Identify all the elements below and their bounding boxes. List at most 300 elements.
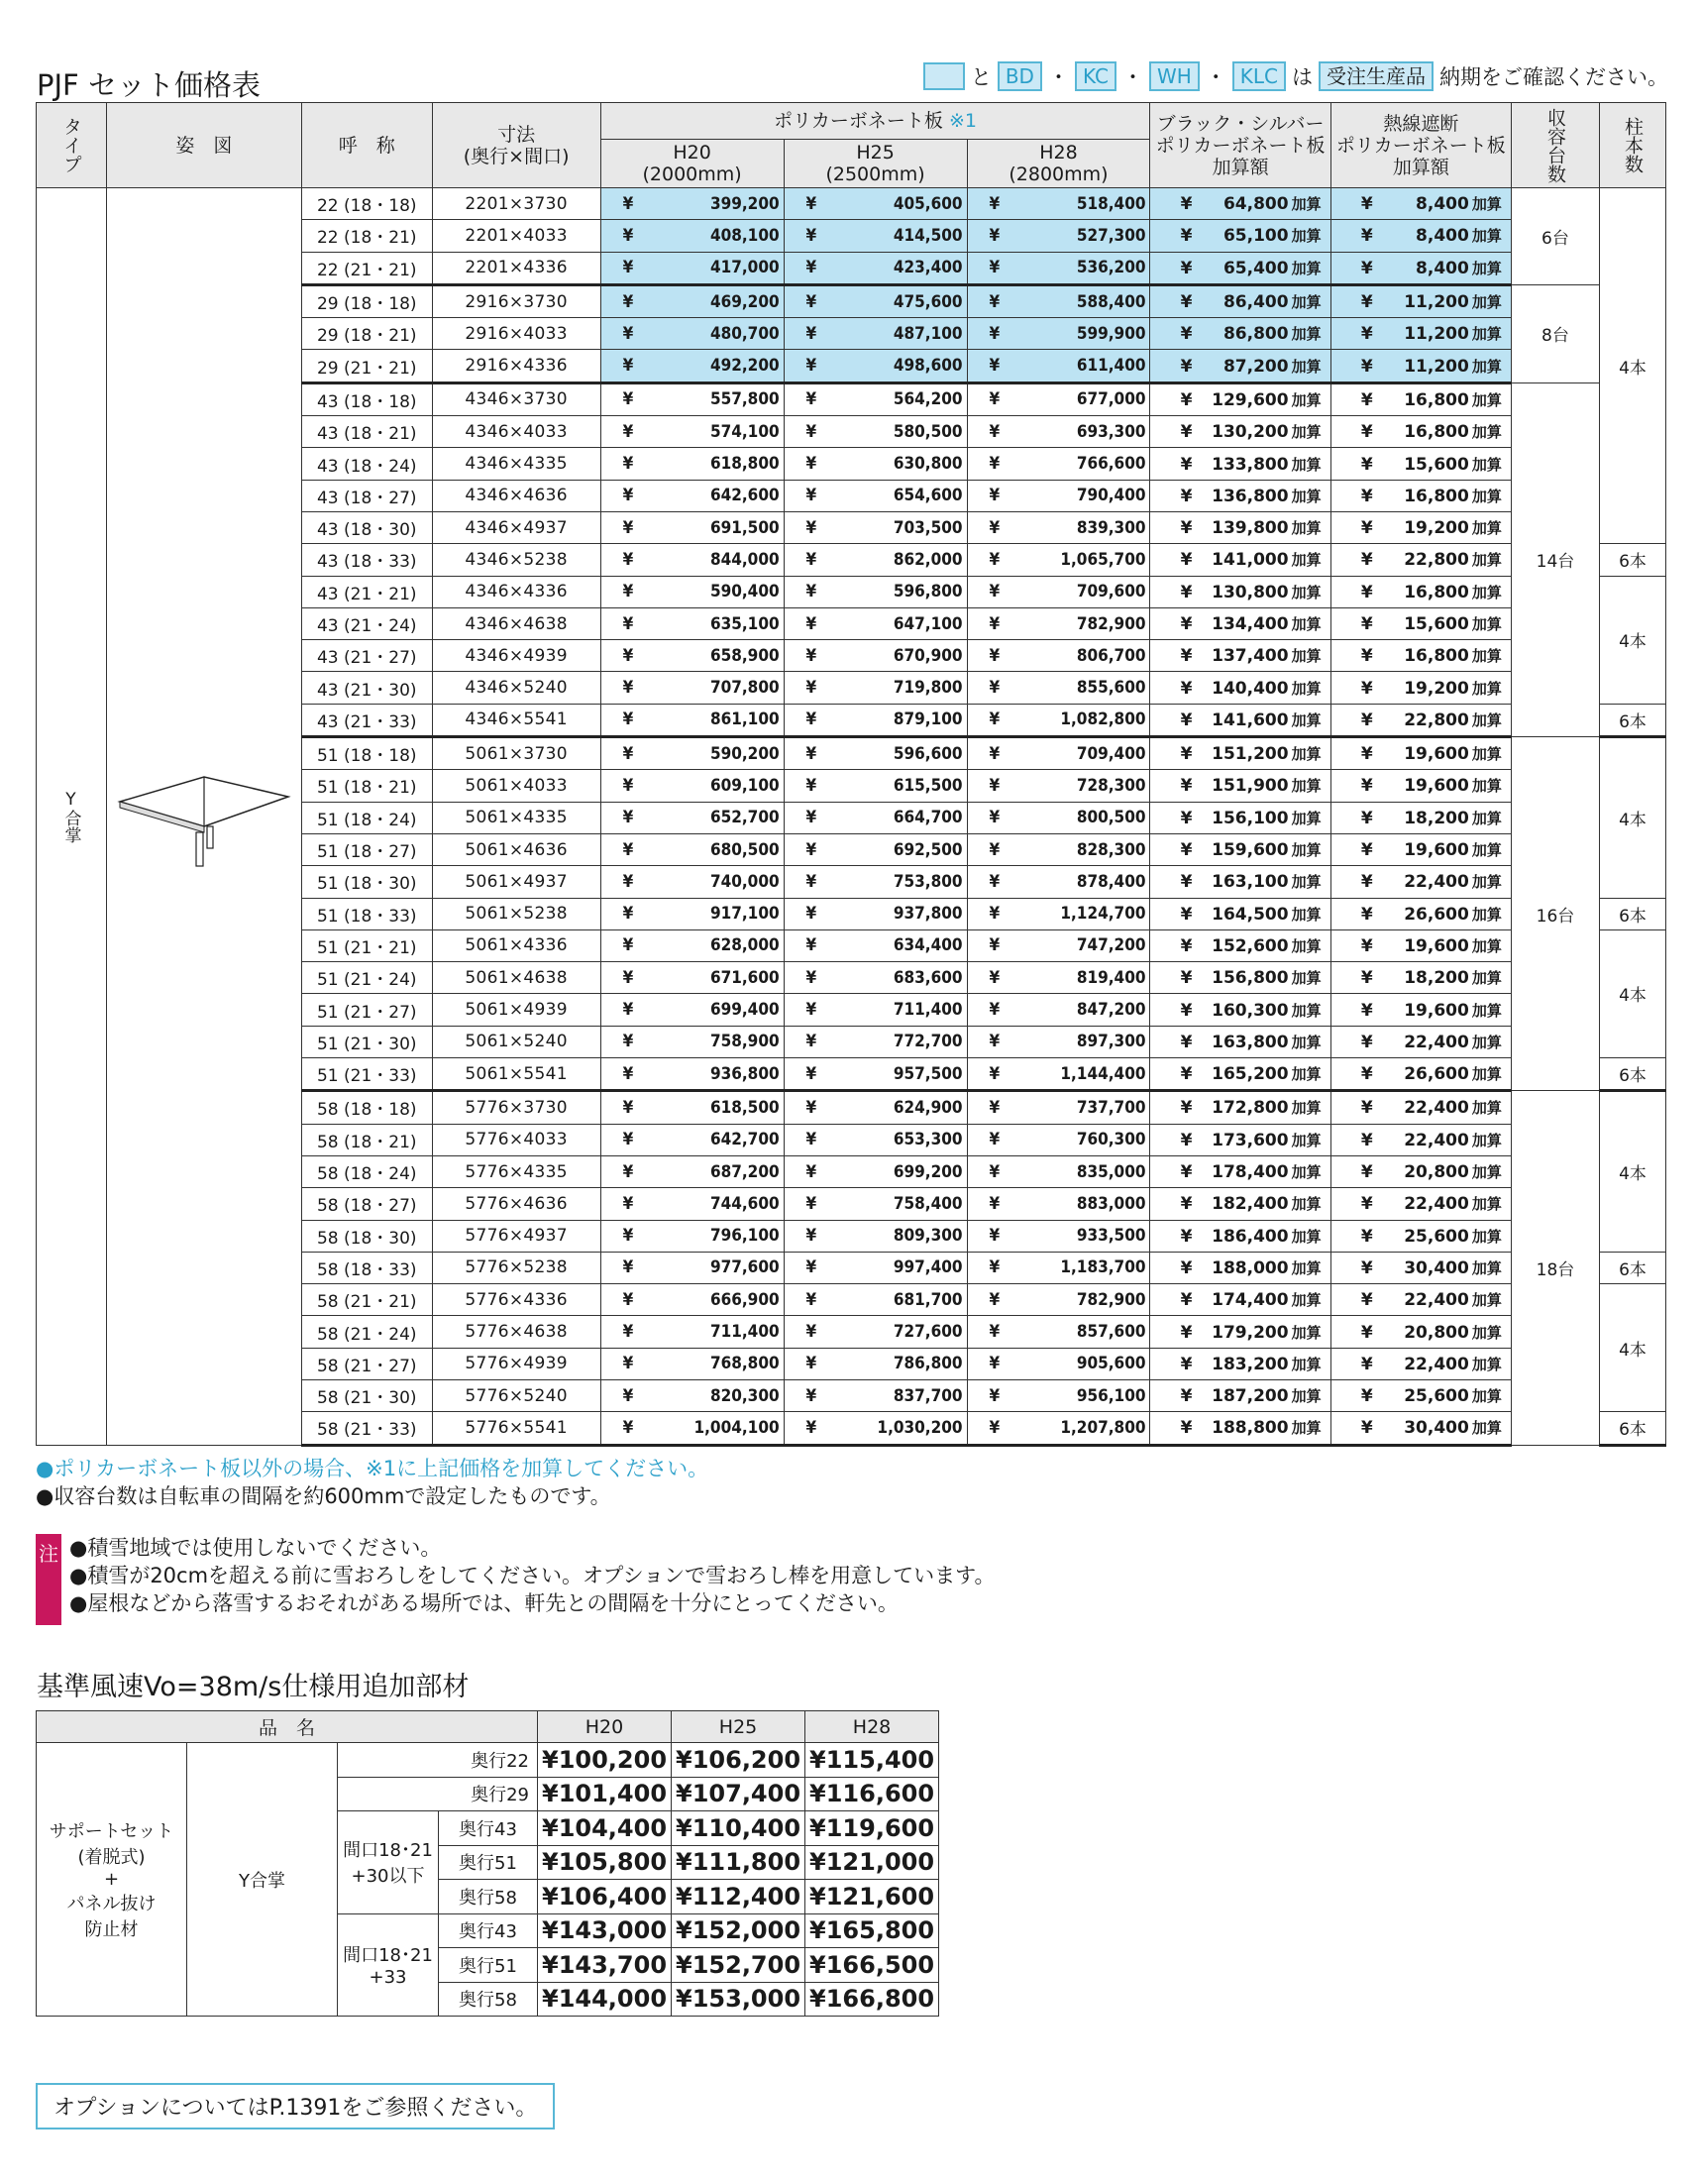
yen-mark: ¥ [1360,1418,1373,1439]
yen-mark: ¥ [805,808,817,828]
yen-mark: ¥ [676,1985,692,2014]
yen-mark: ¥ [622,808,634,828]
note-blue: ●ポリカーボネート板以外の場合、※1に上記価格を加算してください。 [36,1457,709,1480]
price-table [36,102,1666,1447]
price-cell [784,1379,967,1411]
price-value: 140,400 [1212,678,1289,699]
sub-item-cell: サポートセット (着脱式) + パネル抜け 防止材 [37,1743,187,2017]
yen-mark: ¥ [1360,356,1373,377]
yen-mark: ¥ [622,1417,634,1438]
sub-depth-cell: 奥行43 [439,1811,538,1846]
add-suffix: 加算 [1471,390,1502,409]
price-cell [784,962,967,994]
yen-mark: ¥ [805,1161,817,1182]
price-value: 1,124,700 [1060,904,1146,925]
price-cell [967,1412,1150,1445]
price-value: 937,800 [893,904,963,925]
price-value: 855,600 [1076,678,1146,699]
add-suffix: 加算 [1471,710,1502,729]
price-value: 758,400 [893,1193,963,1214]
price-cell [784,1026,967,1057]
addition-cell [1150,866,1330,898]
price-value: 152,600 [1212,935,1289,956]
yen-mark: ¥ [805,258,817,278]
name-cell: 51 (21・30) [301,1026,432,1057]
yen-mark: ¥ [1180,1064,1193,1085]
sub-price-cell [672,1982,805,2017]
pillar-cell: 6本 [1599,898,1665,929]
addition-cell [1150,802,1330,833]
name-cell: 29 (18・21) [301,318,432,350]
yen-mark: ¥ [809,1848,826,1877]
carport-figure [115,757,293,876]
price-cell [784,1155,967,1187]
add-suffix: 加算 [1291,1291,1322,1310]
price-value: 618,500 [709,1097,780,1118]
pillar-cell: 6本 [1599,1252,1665,1283]
price-value: 86,400 [1222,292,1289,313]
price-cell [784,1058,967,1091]
price-value: 740,000 [709,871,780,892]
sub-price-cell [672,1948,805,1983]
yen-mark: ¥ [1360,1226,1373,1247]
price-value: 20,800 [1404,1162,1469,1183]
addition-cell [1150,704,1330,736]
yen-mark: ¥ [805,871,817,892]
add-suffix: 加算 [1471,841,1502,860]
addition-cell [1150,607,1330,639]
addition-cell [1330,1316,1511,1348]
price-value: 677,000 [1076,389,1146,410]
add-suffix: 加算 [1291,1227,1322,1246]
sub-price-cell [538,1811,672,1846]
add-suffix: 加算 [1471,423,1502,442]
header-type: タイプ [37,103,107,188]
addition-cell [1150,544,1330,576]
price-value: 828,300 [1076,839,1146,860]
add-suffix: 加算 [1471,487,1502,505]
yen-mark: ¥ [1360,292,1373,313]
price-cell [784,1124,967,1155]
yen-mark: ¥ [622,678,634,699]
yen-mark: ¥ [1360,678,1373,699]
yen-mark: ¥ [676,1745,692,1774]
price-value: 11,200 [1404,324,1469,345]
yen-mark: ¥ [622,454,634,475]
caution-line: ●積雪が20cmを超える前に雪おろしをしてください。オプションで雪おろし棒を用意しています。 [69,1564,996,1587]
price-cell [967,994,1150,1026]
add-suffix: 加算 [1291,873,1322,892]
price-value: 897,300 [1076,1032,1146,1052]
price-cell [600,1124,784,1155]
yen-mark: ¥ [805,1063,817,1084]
price-value: 112,400 [691,1882,801,1911]
yen-mark: ¥ [622,225,634,246]
yen-mark: ¥ [1180,935,1193,956]
price-cell [784,866,967,898]
addition-cell [1150,640,1330,672]
addition-cell [1150,1026,1330,1057]
add-suffix: 加算 [1291,583,1322,601]
sub-price-cell [538,1845,672,1880]
addition-cell [1150,252,1330,284]
yen-mark: ¥ [805,743,817,764]
add-suffix: 加算 [1291,325,1322,344]
addition-cell [1330,994,1511,1026]
price-value: 22,400 [1404,1290,1469,1311]
yen-mark: ¥ [989,1000,1001,1021]
yen-mark: ¥ [805,193,817,214]
size-cell: 2201×3730 [432,188,600,220]
yen-mark: ¥ [989,582,1001,602]
yen-mark: ¥ [1360,486,1373,506]
price-value: 143,700 [558,1950,668,1979]
yen-mark: ¥ [1180,1130,1193,1150]
price-cell [784,416,967,448]
add-suffix: 加算 [1291,710,1322,729]
add-suffix: 加算 [1471,1291,1502,1310]
caution-line: ●積雪地域では使用しないでください。 [69,1536,442,1560]
price-value: 172,800 [1212,1098,1289,1119]
price-value: 115,400 [825,1745,935,1774]
add-suffix: 加算 [1471,1065,1502,1084]
addition-cell [1330,544,1511,576]
price-cell [600,672,784,704]
price-value: 18,200 [1404,968,1469,989]
price-value: 879,100 [893,710,963,730]
name-cell: 51 (21・21) [301,929,432,961]
price-cell [600,416,784,448]
price-cell [784,382,967,415]
price-value: 137,400 [1212,646,1289,667]
size-cell: 5061×5541 [432,1058,600,1091]
price-value: 86,800 [1222,324,1289,345]
price-cell [600,544,784,576]
size-cell: 4346×4033 [432,416,600,448]
price-cell [600,448,784,480]
price-value: 596,600 [893,743,963,764]
size-cell: 2916×4033 [432,318,600,350]
name-cell: 22 (21・21) [301,252,432,284]
header-pillars: 柱本数 [1599,103,1665,188]
price-value: 163,100 [1212,872,1289,893]
price-value: 699,200 [893,1161,963,1182]
yen-mark: ¥ [805,454,817,475]
yen-mark: ¥ [805,1322,817,1343]
yen-mark: ¥ [805,582,817,602]
price-value: 106,400 [558,1882,668,1911]
pillar-cell: 6本 [1599,704,1665,736]
price-value: 136,800 [1212,486,1289,506]
price-value: 728,300 [1076,775,1146,796]
price-cell [600,994,784,1026]
legend-wa: は [1292,65,1313,89]
price-value: 107,400 [691,1780,801,1808]
sub-price-cell [805,1743,939,1778]
price-value: 163,800 [1212,1032,1289,1052]
price-value: 758,900 [709,1032,780,1052]
price-value: 806,700 [1076,645,1146,666]
header-size: 寸法 (奥行×間口) [432,103,600,188]
pillar-cell: 6本 [1599,1412,1665,1445]
price-value: 760,300 [1076,1130,1146,1150]
yen-mark: ¥ [1360,840,1373,861]
price-value: 65,100 [1222,226,1289,247]
sub-depth-cell: 奥行29 [338,1777,538,1811]
yen-mark: ¥ [805,839,817,860]
price-cell [967,480,1150,511]
size-cell: 2201×4336 [432,252,600,284]
price-cell [967,770,1150,802]
addition-cell [1150,382,1330,415]
price-value: 65,400 [1222,258,1289,278]
price-value: 399,200 [709,193,780,214]
add-suffix: 加算 [1291,1355,1322,1373]
yen-mark: ¥ [989,389,1001,410]
price-cell [784,511,967,543]
yen-mark: ¥ [622,871,634,892]
yen-mark: ¥ [1360,968,1373,989]
price-value: 878,400 [1076,871,1146,892]
size-cell: 5061×4937 [432,866,600,898]
sub-price-cell [672,1811,805,1846]
price-cell [967,607,1150,639]
price-value: 628,000 [709,935,780,956]
yen-mark: ¥ [1360,744,1373,765]
yen-mark: ¥ [1360,1064,1373,1085]
price-value: 166,800 [825,1985,935,2014]
size-cell: 5061×4336 [432,929,600,961]
addition-cell [1150,1124,1330,1155]
yen-mark: ¥ [805,967,817,988]
price-value: 630,800 [893,454,963,475]
price-value: 100,200 [558,1745,668,1774]
yen-mark: ¥ [989,935,1001,956]
yen-mark: ¥ [989,613,1001,634]
size-cell: 4346×4336 [432,576,600,607]
price-value: 16,800 [1404,422,1469,443]
size-cell: 2916×4336 [432,350,600,382]
yen-mark: ¥ [676,1780,692,1808]
price-value: 693,300 [1076,421,1146,442]
size-cell: 5061×3730 [432,737,600,770]
addition-cell [1150,833,1330,865]
price-value: 186,400 [1212,1226,1289,1247]
yen-mark: ¥ [805,1130,817,1150]
yen-mark: ¥ [622,486,634,506]
price-value: 862,000 [893,549,963,570]
price-value: 917,100 [709,904,780,925]
yen-mark: ¥ [676,1848,692,1877]
yen-mark: ¥ [622,1354,634,1374]
name-cell: 51 (21・27) [301,994,432,1026]
name-cell: 58 (18・30) [301,1220,432,1252]
add-suffix: 加算 [1291,1001,1322,1020]
yen-mark: ¥ [805,1385,817,1406]
price-cell [784,640,967,672]
add-suffix: 加算 [1291,357,1322,376]
price-value: 19,200 [1404,678,1469,699]
name-cell: 58 (21・33) [301,1412,432,1445]
size-cell: 5061×4033 [432,770,600,802]
price-value: 624,900 [893,1097,963,1118]
pillar-cell: 6本 [1599,544,1665,576]
addition-cell [1330,1026,1511,1057]
price-value: 480,700 [709,323,780,344]
yen-mark: ¥ [676,1950,692,1979]
add-suffix: 加算 [1291,1258,1322,1277]
price-cell [600,480,784,511]
yen-mark: ¥ [989,1130,1001,1150]
sub-price-cell [538,1948,672,1983]
price-value: 1,004,100 [693,1417,780,1438]
addition-cell [1330,1252,1511,1283]
price-cell [600,866,784,898]
size-cell: 5776×3730 [432,1091,600,1124]
yen-mark: ¥ [1180,840,1193,861]
yen-mark: ¥ [805,549,817,570]
yen-mark: ¥ [1180,1418,1193,1439]
price-value: 178,400 [1212,1162,1289,1183]
add-suffix: 加算 [1291,455,1322,474]
yen-mark: ¥ [989,1417,1001,1438]
addition-cell [1150,1091,1330,1124]
caution-badge: 注 [36,1534,61,1625]
yen-mark: ¥ [622,775,634,796]
yen-mark: ¥ [1360,1194,1373,1215]
addition-cell [1330,1379,1511,1411]
yen-mark: ¥ [1180,1098,1193,1119]
price-cell [784,833,967,865]
legend-tag-kc: KC [1075,61,1116,91]
price-value: 647,100 [893,613,963,634]
name-cell: 43 (18・27) [301,480,432,511]
yen-mark: ¥ [989,356,1001,377]
add-suffix: 加算 [1471,1258,1502,1277]
add-suffix: 加算 [1291,487,1322,505]
addition-cell [1330,802,1511,833]
price-cell [967,962,1150,994]
yen-mark: ¥ [989,839,1001,860]
size-cell: 5776×4636 [432,1188,600,1220]
yen-mark: ¥ [622,1289,634,1310]
yen-mark: ¥ [1360,518,1373,539]
size-cell: 5776×4638 [432,1316,600,1348]
yen-mark: ¥ [622,1161,634,1182]
yen-mark: ¥ [1180,968,1193,989]
price-value: 564,200 [893,389,963,410]
addition-cell [1150,1412,1330,1445]
price-value: 782,900 [1076,613,1146,634]
price-value: 1,065,700 [1060,549,1146,570]
pillar-cell: 4本 [1599,1091,1665,1252]
price-cell [600,220,784,252]
price-value: 164,500 [1212,904,1289,925]
yen-mark: ¥ [805,1032,817,1052]
add-suffix: 加算 [1291,936,1322,955]
price-value: 664,700 [893,808,963,828]
pillar-cell: 4本 [1599,188,1665,544]
price-cell [967,252,1150,284]
size-cell: 4346×4939 [432,640,600,672]
yen-mark: ¥ [1360,808,1373,828]
addition-cell [1330,511,1511,543]
price-value: 101,400 [558,1780,668,1808]
add-suffix: 加算 [1291,1387,1322,1406]
price-value: 22,400 [1404,1032,1469,1052]
yen-mark: ¥ [622,710,634,730]
price-value: 574,100 [709,421,780,442]
price-value: 165,200 [1212,1064,1289,1085]
yen-mark: ¥ [1180,1226,1193,1247]
name-cell: 43 (21・24) [301,607,432,639]
price-value: 16,800 [1404,389,1469,410]
price-cell [784,737,967,770]
sub-price-cell [672,1777,805,1811]
add-suffix: 加算 [1471,1419,1502,1438]
sub-type-cell: Y合掌 [187,1743,338,2017]
price-cell [967,1348,1150,1379]
yen-mark: ¥ [1180,486,1193,506]
yen-mark: ¥ [805,486,817,506]
capacity-cell: 14台 [1511,382,1599,736]
price-value: 1,030,200 [877,1417,963,1438]
name-cell: 43 (21・30) [301,672,432,704]
price-value: 652,700 [709,808,780,828]
price-value: 11,200 [1404,356,1469,377]
price-cell [784,1091,967,1124]
add-suffix: 加算 [1471,936,1502,955]
size-cell: 4346×5238 [432,544,600,576]
price-cell [967,511,1150,543]
legend-tag-bd: BD [998,61,1042,91]
yen-mark: ¥ [1360,389,1373,410]
price-value: 611,400 [1076,356,1146,377]
size-cell: 5061×5238 [432,898,600,929]
price-value: 599,900 [1076,323,1146,344]
yen-mark: ¥ [1360,872,1373,893]
sub-header-name: 品 名 [37,1711,538,1743]
capacity-cell: 8台 [1511,284,1599,382]
addition-cell [1150,737,1330,770]
price-value: 104,400 [558,1813,668,1842]
price-value: 15,600 [1404,454,1469,475]
addition-cell [1330,833,1511,865]
pillar-cell: 4本 [1599,737,1665,898]
yen-mark: ¥ [989,678,1001,699]
addition-cell [1330,929,1511,961]
add-suffix: 加算 [1471,615,1502,633]
price-value: 25,600 [1404,1226,1469,1247]
price-value: 130,200 [1212,422,1289,443]
price-value: 691,500 [709,517,780,538]
sub-table-body [37,1743,939,2017]
price-cell [600,802,784,833]
add-suffix: 加算 [1291,1163,1322,1182]
sub-depth-cell: 奥行58 [439,1880,538,1914]
price-value: 16,800 [1404,486,1469,506]
yen-mark: ¥ [1180,1322,1193,1343]
add-suffix: 加算 [1471,1099,1502,1118]
price-value: 22,400 [1404,872,1469,893]
add-suffix: 加算 [1471,259,1502,277]
size-cell: 4346×4636 [432,480,600,511]
price-cell [600,252,784,284]
yen-mark: ¥ [622,323,634,344]
addition-cell [1330,962,1511,994]
yen-mark: ¥ [989,1354,1001,1374]
name-cell: 58 (18・18) [301,1091,432,1124]
